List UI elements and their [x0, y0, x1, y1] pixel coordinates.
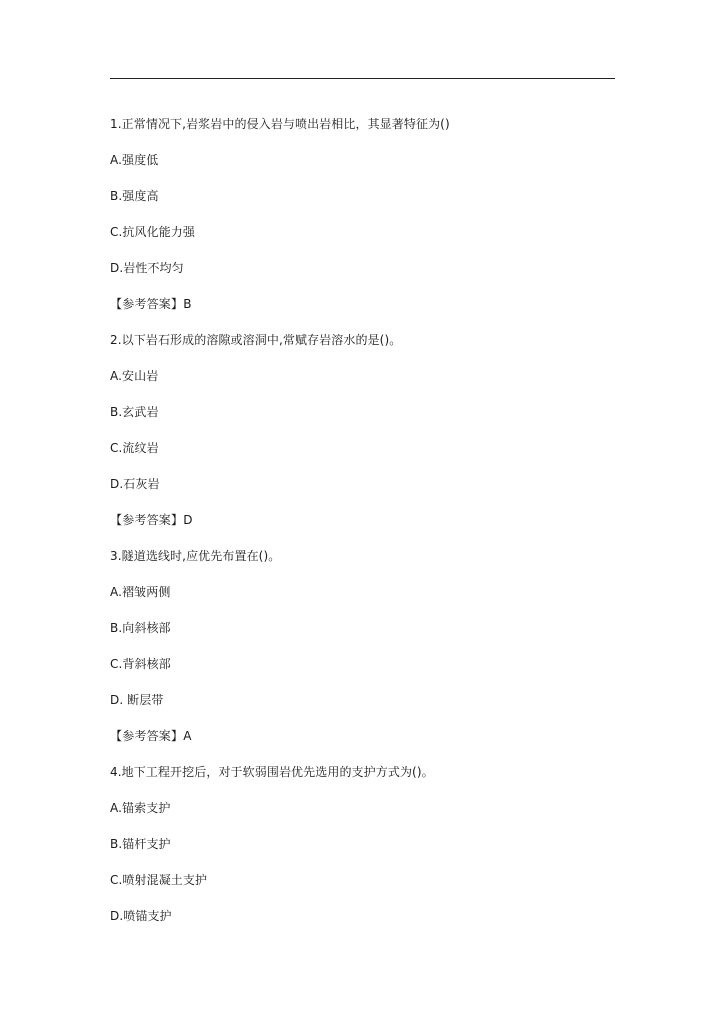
question-1: 1.正常情况下,岩浆岩中的侵入岩与喷出岩相比，其显著特征为() [110, 117, 450, 131]
question-3-option-b: B.向斜核部 [110, 621, 171, 635]
question-2: 2.以下岩石形成的溶隙或溶洞中,常赋存岩溶水的是()。 [110, 333, 402, 347]
question-3-answer: 【参考答案】A [110, 729, 192, 743]
question-1-option-a: A.强度低 [110, 153, 159, 167]
question-3-option-d: D. 断层带 [110, 693, 164, 707]
question-3-option-a: A.褶皱两侧 [110, 585, 171, 599]
question-1-option-c: C.抗风化能力强 [110, 225, 195, 239]
question-2-option-c: C.流纹岩 [110, 441, 159, 455]
question-1-option-d: D.岩性不均匀 [110, 261, 184, 275]
question-4: 4.地下工程开挖后，对于软弱围岩优先选用的支护方式为()。 [110, 765, 434, 779]
question-4-option-d: D.喷锚支护 [110, 909, 172, 923]
question-2-answer: 【参考答案】D [110, 513, 193, 527]
question-4-option-c: C.喷射混凝土支护 [110, 873, 208, 887]
header-divider [110, 78, 615, 79]
question-1-answer: 【参考答案】B [110, 297, 192, 311]
question-2-option-a: A.安山岩 [110, 369, 159, 383]
question-3-option-c: C.背斜核部 [110, 657, 171, 671]
question-2-option-d: D.石灰岩 [110, 477, 160, 491]
question-3: 3.隧道选线时,应优先布置在()。 [110, 549, 281, 563]
question-2-option-b: B.玄武岩 [110, 405, 159, 419]
question-list [110, 113, 615, 941]
question-4-option-b: B.锚杆支护 [110, 837, 171, 851]
question-4-option-a: A.锚索支护 [110, 801, 171, 815]
question-1-option-b: B.强度高 [110, 189, 159, 203]
